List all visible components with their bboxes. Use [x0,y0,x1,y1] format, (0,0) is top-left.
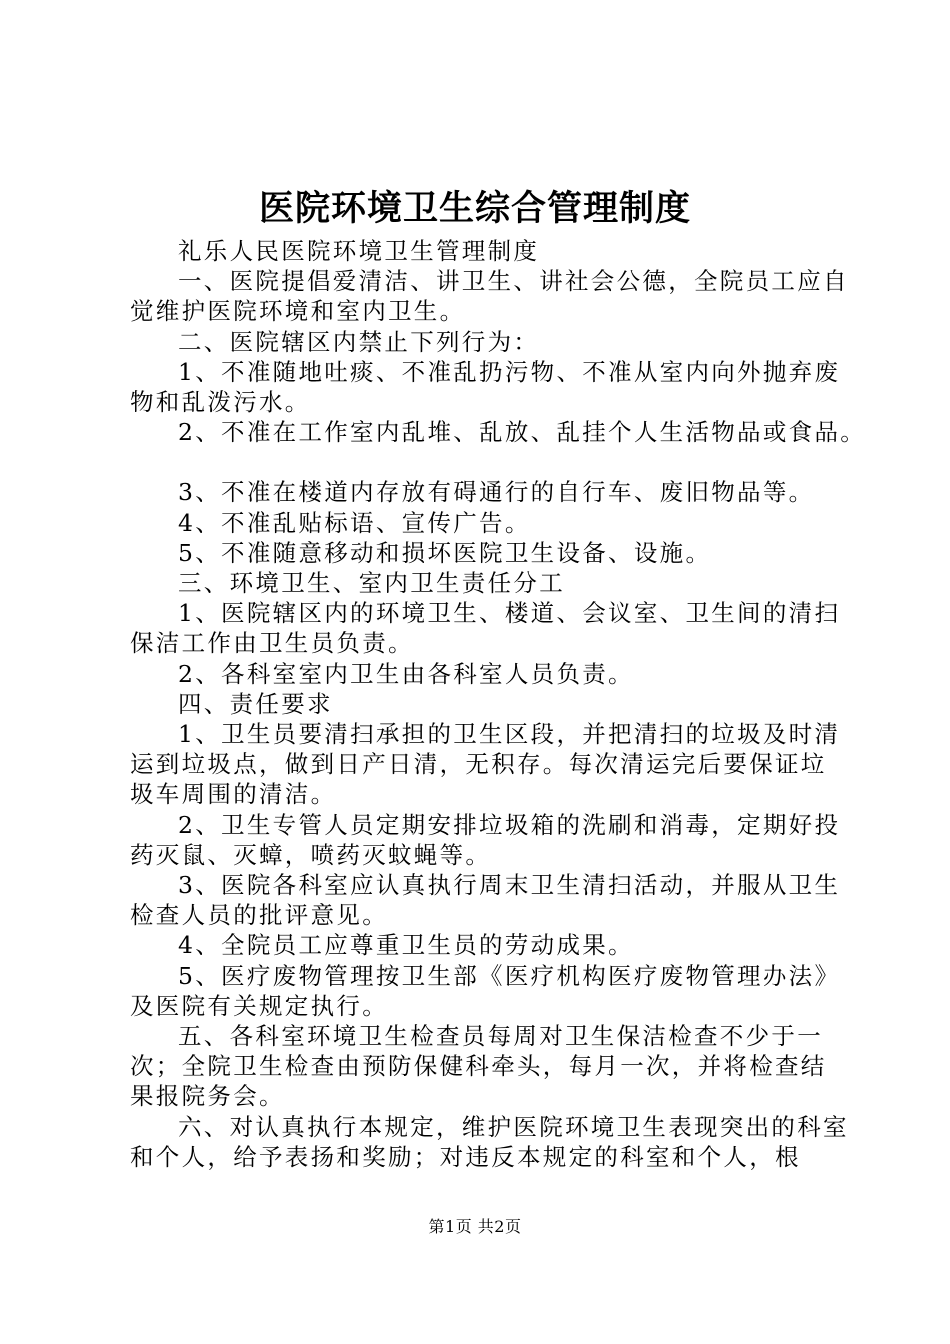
paragraph-section-5: 五、各科室环境卫生检查员每周对卫生保洁检查不少于一次；全院卫生检查由预防保健科牵头，每月一次，并将检查结果报院务会。 [130,1022,827,1111]
blank-line [130,447,850,477]
document-body [130,236,867,1172]
paragraph-item-4-5: 5、医疗废物管理按卫生部《医疗机构医疗废物管理办法》及医院有关规定执行。 [130,961,841,1020]
paragraph-item-4-3: 3、医院各科室应认真执行周末卫生清扫活动，并服从卫生检查人员的批评意见。 [130,871,841,930]
paragraph-item-4-1: 1、卫生员要清扫承担的卫生区段，并把清扫的垃圾及时清运到垃圾点，做到日产日清，无积存。每次清运完后要保证垃圾车周围的清洁。 [130,720,841,809]
paragraph-item-2-1: 1、不准随地吐痰、不准乱扔污物、不准从室内向外抛弃废物和乱泼污水。 [130,357,841,417]
paragraph-section-6: 六、对认真执行本规定，维护医院环境卫生表现突出的科室和个人，给予表扬和奖励；对违反本规定的科室和个人，根 [130,1112,849,1171]
paragraph-item-3-1: 1、医院辖区内的环境卫生、楼道、会议室、卫生间的清扫保洁工作由卫生员负责。 [130,599,841,658]
paragraph-section-4: 四、责任要求 [178,689,333,718]
paragraph-item-2-2: 2、不准在工作室内乱堆、乱放、乱挂个人生活物品或食品。 [178,418,867,447]
paragraph-item-4-2: 2、卫生专管人员定期安排垃圾箱的洗刷和消毒，定期好投药灭鼠、灭蟑，喷药灭蚊蝇等。 [130,810,841,869]
paragraph-item-2-3: 3、不准在楼道内存放有碍通行的自行车、废旧物品等。 [178,478,815,507]
paragraph-section-2: 二、医院辖区内禁止下列行为： [178,327,540,356]
page-title: 医院环境卫生综合管理制度 [258,188,691,229]
paragraph-item-4-4: 4、全院员工应尊重卫生员的劳动成果。 [178,931,634,960]
page-footer: 第1页 共2页 [428,1217,522,1236]
paragraph-item-2-5: 5、不准随意移动和损坏医院卫生设备、设施。 [178,538,712,567]
paragraph-item-3-2: 2、各科室室内卫生由各科室人员负责。 [178,659,634,688]
paragraph-subtitle: 礼乐人民医院环境卫生管理制度 [178,237,540,265]
paragraph-section-1: 一、医院提倡爱清洁、讲卫生、讲社会公德，全院员工应自觉维护医院环境和室内卫生。 [130,267,849,326]
paragraph-section-3: 三、环境卫生、室内卫生责任分工 [178,569,565,598]
paragraph-item-2-4: 4、不准乱贴标语、宣传广告。 [178,508,531,537]
